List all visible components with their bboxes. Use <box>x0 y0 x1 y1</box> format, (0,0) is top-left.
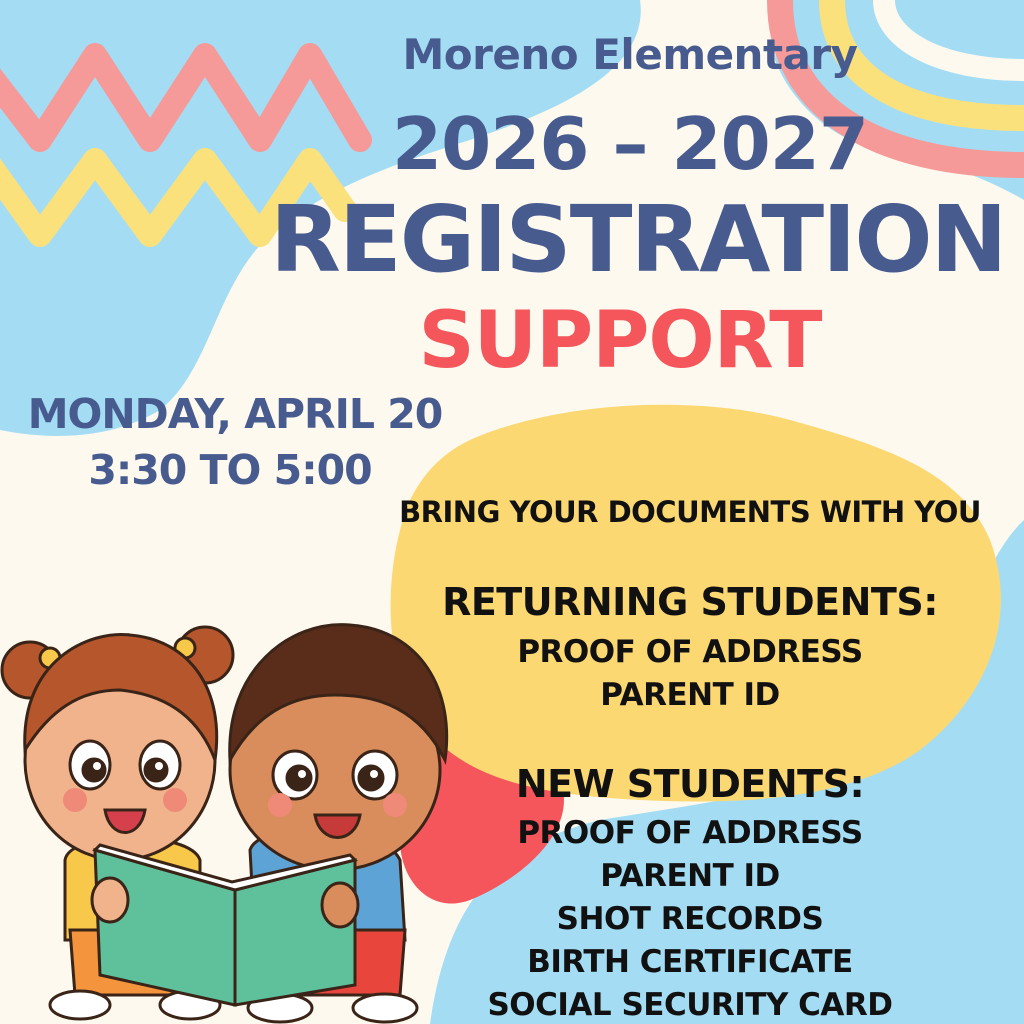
list-item: SHOT RECORDS <box>556 901 824 937</box>
school-name: Moreno Elementary <box>402 30 858 79</box>
two-kids-reading-book-icon <box>0 600 470 1024</box>
open-book <box>95 845 355 1005</box>
headline-support: SUPPORT <box>418 296 822 386</box>
bring-documents-note: BRING YOUR DOCUMENTS WITH YOU <box>399 495 981 529</box>
list-item: PARENT ID <box>600 677 780 713</box>
list-item: SOCIAL SECURITY CARD <box>487 987 893 1023</box>
list-item: PARENT ID <box>600 858 780 894</box>
list-item: PROOF OF ADDRESS <box>517 815 863 851</box>
event-day: MONDAY, APRIL 20 <box>27 390 443 438</box>
event-time: 3:30 TO 5:00 <box>88 446 372 494</box>
list-item: PROOF OF ADDRESS <box>517 634 863 670</box>
new-students-heading: NEW STUDENTS: <box>515 762 865 806</box>
school-year: 2026 – 2027 <box>392 102 868 186</box>
headline-registration: REGISTRATION <box>270 186 1006 293</box>
returning-students-list <box>440 631 940 717</box>
list-item: BIRTH CERTIFICATE <box>527 944 853 980</box>
returning-students-heading: RETURNING STUDENTS: <box>442 580 938 624</box>
new-students-list <box>440 812 940 1024</box>
